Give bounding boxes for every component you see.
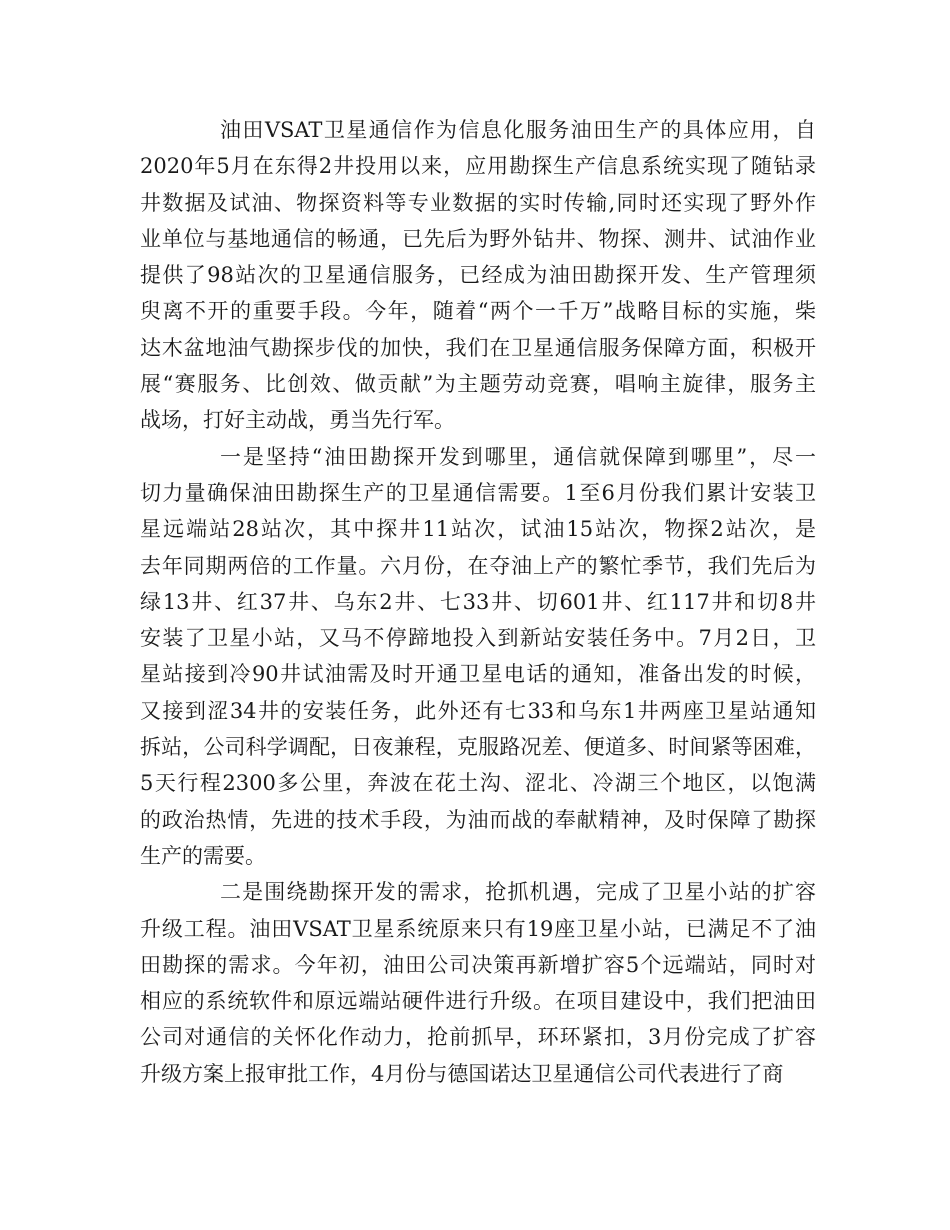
paragraph: [140, 439, 816, 875]
paragraph-line: 的政治热情，先进的技术手段，为油而战的奉献精神，及时保障了勘探: [140, 807, 816, 832]
paragraph: [140, 112, 816, 439]
paragraph-line: 战场，打好主动战，勇当先行军。: [140, 408, 455, 433]
paragraph-line: 油田VSAT卫星通信作为信息化服务油田生产的具体应用，自: [220, 118, 816, 142]
paragraph-line: 2020年5月在东得2井投用以来，应用勘探生产信息系统实现了随钻录: [140, 154, 816, 179]
paragraph-line: 升级工程。油田VSAT卫星系统原来只有19座卫星小站，已满足不了油: [140, 916, 816, 941]
paragraph-line: 5天行程2300多公里，奔波在花土沟、涩北、冷湖三个地区，以饱满: [140, 771, 816, 796]
paragraph-line: 去年同期两倍的工作量。六月份，在夺油上产的繁忙季节，我们先后为: [140, 553, 816, 578]
paragraph-line: 相应的系统软件和原远端站硬件进行升级。在项目建设中，我们把油田: [140, 989, 816, 1014]
paragraph-line: 升级方案上报审批工作，4月份与德国诺达卫星通信公司代表进行了商: [140, 1061, 784, 1086]
paragraph-line: 绿13井、红37井、乌东2井、七33井、切601井、红117井和切8井: [140, 589, 816, 614]
paragraph-line: 臾离不开的重要手段。今年，随着“两个一千万”战略目标的实施，柴: [140, 299, 816, 324]
paragraph-line: 一是坚持“油田勘探开发到哪里，通信就保障到哪里”，尽一: [220, 444, 816, 469]
paragraph-line: 安装了卫星小站，又马不停蹄地投入到新站安装任务中。7月2日，卫: [140, 626, 816, 651]
paragraph-line: 星站接到冷90井试油需及时开通卫星电话的通知，准备出发的时候，: [140, 662, 816, 687]
paragraph-line: 展“赛服务、比创效、做贡献”为主题劳动竞赛，唱响主旋律，服务主: [140, 372, 816, 397]
paragraph-line: 业单位与基地通信的畅通，已先后为野外钻井、物探、测井、试油作业: [140, 226, 816, 251]
paragraph-line: 星远端站28站次，其中探井11站次，试油15站次，物探2站次，是: [140, 517, 816, 542]
paragraph-line: 达木盆地油气勘探步伐的加快，我们在卫星通信服务保障方面，积极开: [140, 335, 816, 360]
paragraph: [140, 874, 816, 1092]
paragraph-line: 切力量确保油田勘探生产的卫星通信需要。1至6月份我们累计安装卫: [140, 480, 816, 505]
paragraph-line: 又接到涩34井的安装任务，此外还有七33和乌东1井两座卫星站通知: [140, 698, 816, 723]
document-body: [140, 112, 816, 1092]
paragraph-line: 井数据及试油、物探资料等专业数据的实时传输,同时还实现了野外作: [140, 190, 816, 215]
paragraph-line: 二是围绕勘探开发的需求，抢抓机遇，完成了卫星小站的扩容: [220, 880, 816, 905]
paragraph-line: 生产的需要。: [140, 843, 266, 868]
paragraph-line: 田勘探的需求。今年初，油田公司决策再新增扩容5个远端站，同时对: [140, 952, 816, 977]
paragraph-line: 提供了98站次的卫星通信服务，已经成为油田勘探开发、生产管理须: [140, 263, 816, 288]
paragraph-line: 拆站，公司科学调配，日夜兼程，克服路况差、便道多、时间紧等困难，: [140, 735, 816, 760]
paragraph-line: 公司对通信的关怀化作动力，抢前抓早，环环紧扣，3月份完成了扩容: [140, 1025, 816, 1050]
